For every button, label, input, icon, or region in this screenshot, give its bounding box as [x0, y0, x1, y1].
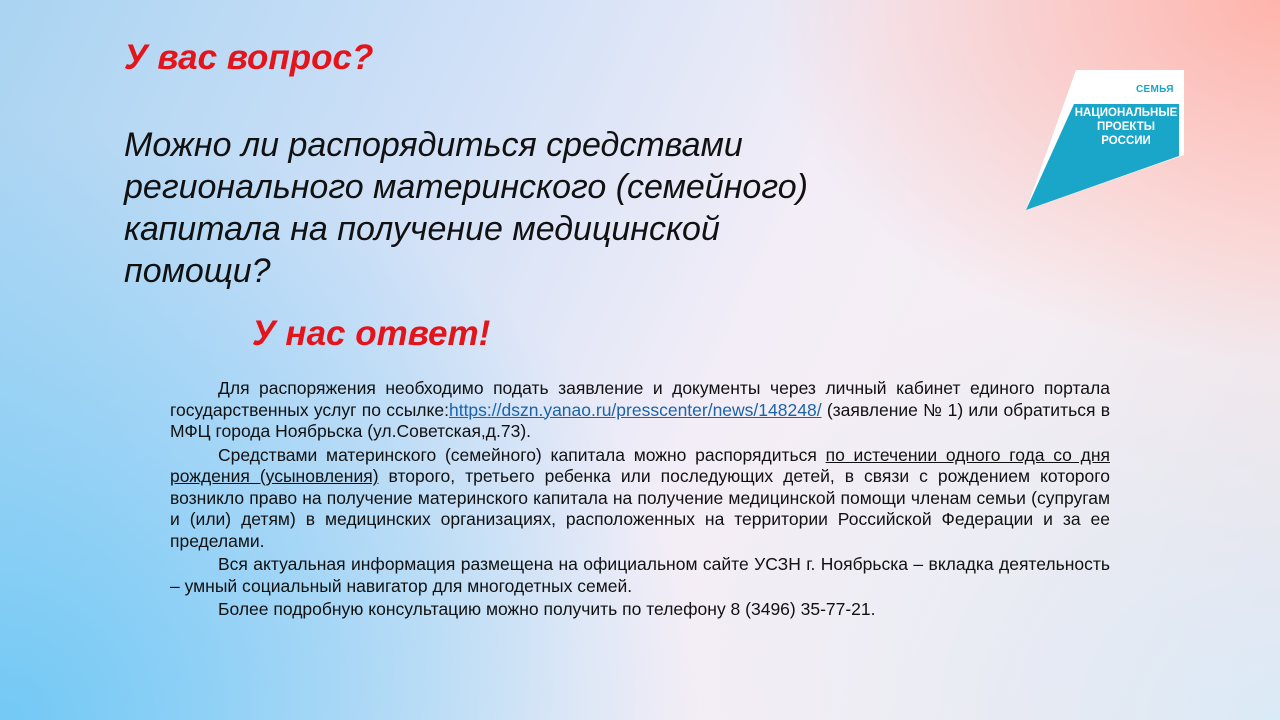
gosuslugi-link[interactable]: https://dszn.yanao.ru/presscenter/news/148248/	[448, 399, 822, 420]
question-title: У вас вопрос?	[124, 38, 374, 77]
paragraph-text: Для распоряжения необходимо подать заявление и документы через личный кабинет единого портала государственных услуг по ссылке:	[170, 378, 1110, 420]
question-text	[124, 124, 984, 292]
paragraph-website-info: Вся актуальная информация размещена на официальном сайте УСЗН г. Ноябрьска – вкладка деятельность – умный социальный навигатор для многодетных семей.	[170, 554, 1110, 596]
logo-line: НАЦИОНАЛЬНЫЕ	[1074, 107, 1178, 119]
paragraph-conditions	[170, 445, 1110, 553]
answer-body	[170, 378, 1110, 623]
logo-category: СЕМЬЯ	[1136, 84, 1174, 95]
question-line: помощи?	[124, 252, 271, 290]
question-line: капитала на получение медицинской	[124, 210, 720, 248]
paragraph-text: (заявление № 1) или обратиться в МФЦ города Ноябрьска (ул.Советская,д.73).	[170, 399, 1110, 441]
paragraph-text: второго, третьего ребенка или последующих детей, в связи с рождением которого возникло право на получение материнского капитала на получение медицинской помощи членам семьи (супругам и (или) детям) в медицинских организациях, расположенных на территории Российской Федерации и за ее пределами.	[170, 466, 1111, 551]
question-line: регионального материнского (семейного)	[124, 168, 808, 206]
answer-title: У нас ответ!	[252, 314, 491, 353]
logo-title	[1074, 106, 1178, 148]
underlined-condition: по истечении одного года со дня рождения (усыновления)	[170, 444, 1110, 486]
paragraph-text: Средствами материнского (семейного) капитала можно распорядиться	[218, 444, 826, 465]
logo-line: ПРОЕКТЫ	[1097, 121, 1155, 133]
question-line: Можно ли распорядиться средствами	[124, 126, 743, 164]
paragraph-application	[170, 378, 1110, 443]
paragraph-phone: Более подробную консультацию можно получить по телефону 8 (3496) 35-77-21.	[218, 599, 876, 619]
logo-line: РОССИИ	[1101, 135, 1151, 147]
